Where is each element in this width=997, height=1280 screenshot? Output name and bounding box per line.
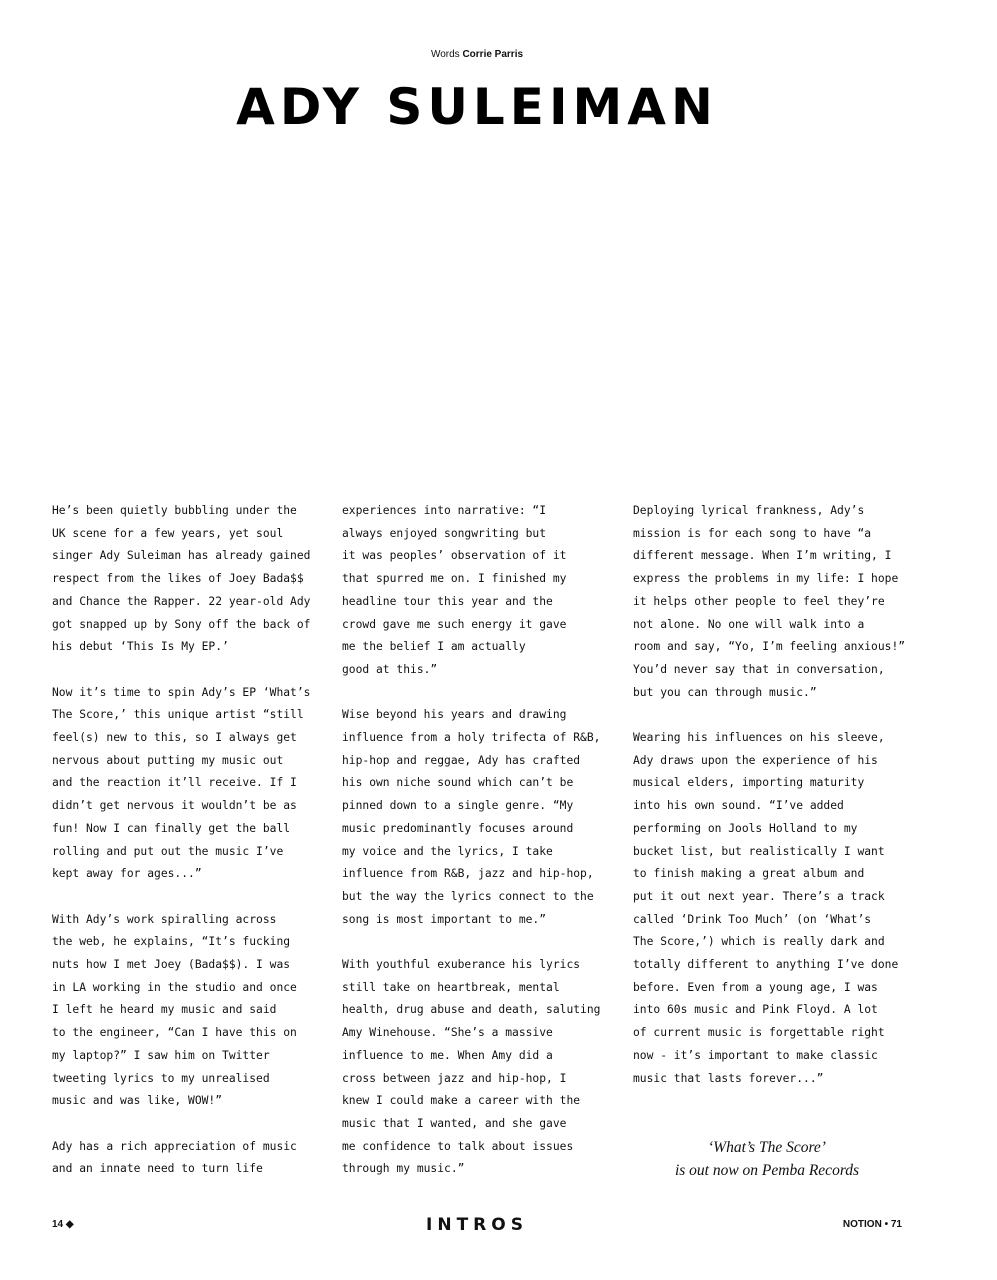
text-line: it helps other people to feel they’re: [633, 594, 885, 608]
text-line: music that lasts forever...”: [633, 1071, 824, 1085]
text-line: not alone. No one will walk into a: [633, 617, 865, 631]
text-line: nuts how I met Joey (Bada$$). I was: [52, 958, 291, 972]
text-column-3: [633, 500, 923, 1113]
text-line: nervous about putting my music out: [52, 753, 284, 767]
text-line: that spurred me on. I finished my: [342, 572, 567, 586]
credit-line-2: is out now on Pemba Records: [674, 1162, 860, 1179]
text-line: his own niche sound which can’t be: [342, 776, 574, 790]
text-line: fun! Now I can finally get the ball: [52, 821, 291, 835]
text-line: You’d never say that in conversation,: [633, 662, 885, 676]
text-line: influence from R&B, jazz and hip-hop,: [342, 867, 594, 881]
paragraph: [342, 500, 632, 682]
text-line: Wise beyond his years and drawing: [342, 708, 567, 722]
text-line: experiences into narrative: “I: [342, 504, 547, 517]
text-line: room and say, “Yo, I’m feeling anxious!”: [633, 640, 906, 654]
text-line: me the belief I am actually: [342, 640, 526, 654]
text-line: express the problems in my life: I hope: [633, 572, 899, 586]
text-line: bucket list, but realistically I want: [633, 844, 885, 858]
text-line: crowd gave me such energy it gave: [342, 617, 567, 631]
text-line: Now it’s time to spin Ady’s EP ‘What’s: [52, 685, 311, 699]
text-line: UK scene for a few years, yet soul: [52, 526, 284, 540]
text-line: rolling and put out the music I’ve: [52, 844, 284, 858]
paragraph: [52, 909, 342, 1113]
paragraph: [633, 727, 923, 1090]
text-line: to the engineer, “Can I have this on: [52, 1026, 297, 1040]
text-line: but the way the lyrics connect to the: [342, 889, 594, 903]
text-line: but you can through music.”: [633, 685, 817, 699]
text-line: respect from the likes of Joey Bada$$: [52, 572, 304, 586]
byline: [0, 49, 954, 60]
text-line: song is most important to me.”: [342, 912, 547, 926]
text-line: of current music is forgettable right: [633, 1026, 885, 1040]
text-line: totally different to anything I’ve done: [633, 958, 899, 972]
text-line: into his own sound. “I’ve added: [633, 799, 844, 813]
text-line: performing on Jools Holland to my: [633, 821, 858, 835]
text-line: headline tour this year and the: [342, 594, 553, 608]
text-line: in LA working in the studio and once: [52, 980, 297, 994]
paragraph: [342, 704, 632, 931]
text-line: didn’t get nervous it wouldn’t be as: [52, 799, 297, 813]
text-line: before. Even from a young age, I was: [633, 980, 878, 994]
text-line: my voice and the lyrics, I take: [342, 844, 553, 858]
page-number-right: NOTION • 71: [842, 1219, 902, 1230]
text-line: different message. When I’m writing, I: [633, 549, 892, 563]
text-line: cross between jazz and hip-hop, I: [342, 1071, 567, 1085]
text-line: pinned down to a single genre. “My: [342, 799, 574, 813]
article-title: ADY SULEIMAN: [236, 78, 718, 136]
text-line: hip-hop and reggae, Ady has crafted: [342, 753, 581, 767]
text-line: Ady has a rich appreciation of music: [52, 1139, 297, 1153]
text-line: the web, he explains, “It’s fucking: [52, 935, 291, 949]
text-line: music and was like, WOW!”: [52, 1094, 223, 1108]
text-column-1: [52, 500, 342, 1204]
text-line: He’s been quietly bubbling under the: [52, 504, 297, 517]
text-line: got snapped up by Sony off the back of: [52, 617, 311, 631]
text-line: music that I wanted, and she gave: [342, 1116, 567, 1130]
text-line: influence from a holy trifecta of R&B,: [342, 731, 601, 745]
byline-prefix: Words: [430, 49, 460, 60]
text-line: feel(s) new to this, so I always get: [52, 731, 297, 745]
text-line: into 60s music and Pink Floyd. A lot: [633, 1003, 878, 1017]
text-line: health, drug abuse and death, saluting: [342, 1003, 601, 1017]
text-line: Wearing his influences on his sleeve,: [633, 731, 885, 745]
text-line: Amy Winehouse. “She’s a massive: [342, 1026, 553, 1040]
text-line: musical elders, importing maturity: [633, 776, 865, 790]
text-line: Deploying lyrical frankness, Ady’s: [633, 504, 865, 517]
text-line: With youthful exuberance his lyrics: [342, 958, 581, 972]
text-line: With Ady’s work spiralling across: [52, 912, 277, 926]
text-line: good at this.”: [342, 662, 438, 676]
text-line: singer Ady Suleiman has already gained: [52, 549, 311, 563]
text-line: and Chance the Rapper. 22 year-old Ady: [52, 594, 311, 608]
section-title: INTROS: [426, 1215, 528, 1235]
text-column-2: [342, 500, 632, 1204]
text-line: it was peoples’ observation of it: [342, 549, 567, 563]
paragraph: [52, 1136, 342, 1181]
text-line: and the reaction it’ll receive. If I: [52, 776, 297, 790]
text-line: always enjoyed songwriting but: [342, 526, 547, 540]
text-line: through my music.”: [342, 1162, 465, 1176]
text-line: I left he heard my music and said: [52, 1003, 277, 1017]
text-line: influence to me. When Amy did a: [342, 1048, 553, 1062]
page-number-left: 14 ◆: [52, 1219, 74, 1230]
paragraph: [342, 954, 632, 1181]
text-line: The Score,’) which is really dark and: [633, 935, 885, 949]
release-credit: [633, 1136, 901, 1182]
text-line: Ady draws upon the experience of his: [633, 753, 878, 767]
text-line: to finish making a great album and: [633, 867, 865, 881]
paragraph: [633, 500, 923, 704]
text-line: and an innate need to turn life: [52, 1162, 263, 1176]
text-line: put it out next year. There’s a track: [633, 889, 885, 903]
text-line: music predominantly focuses around: [342, 821, 574, 835]
text-line: now - it’s important to make classic: [633, 1048, 878, 1062]
text-line: still take on heartbreak, mental: [342, 980, 560, 994]
text-line: tweeting lyrics to my unrealised: [52, 1071, 270, 1085]
byline-author: Corrie Parris: [462, 49, 524, 60]
text-line: kept away for ages...”: [52, 867, 202, 881]
text-line: called ‘Drink Too Much’ (on ‘What’s: [633, 912, 872, 926]
text-line: my laptop?” I saw him on Twitter: [52, 1048, 270, 1062]
credit-line-1: ‘What’s The Score’: [708, 1139, 826, 1156]
text-line: The Score,’ this unique artist “still: [52, 708, 304, 722]
text-line: me confidence to talk about issues: [342, 1139, 574, 1153]
text-line: knew I could make a career with the: [342, 1094, 581, 1108]
text-line: his debut ‘This Is My EP.’: [52, 640, 229, 654]
paragraph: [52, 500, 342, 659]
paragraph: [52, 682, 342, 886]
text-line: mission is for each song to have “a: [633, 526, 872, 540]
